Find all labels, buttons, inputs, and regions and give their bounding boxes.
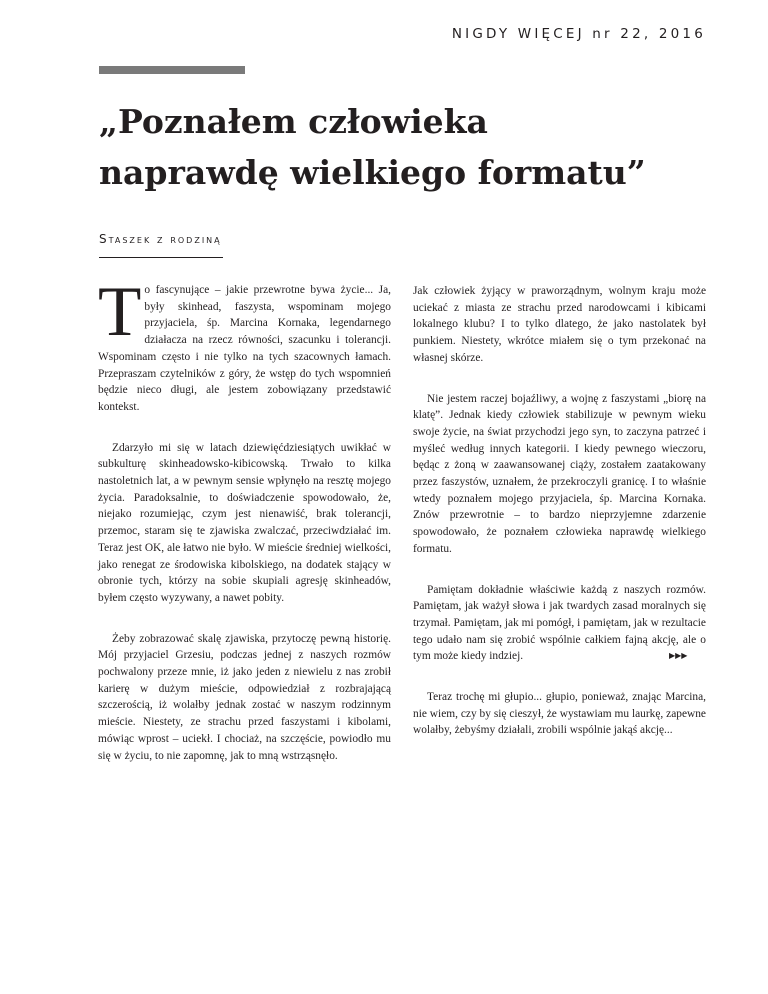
byline: Staszek z rodziną bbox=[99, 232, 222, 246]
paragraph-1 bbox=[98, 273, 391, 416]
running-header: NIGDY WIĘCEJ nr 22, 2016 bbox=[451, 26, 706, 42]
paragraph-7: Teraz trochę mi głupio... głupio, ponieważ, znając Marcina, nie wiem, czy by się cieszył, że wystawiam mu laurkę, zapewne wolałby, żebyśmy działali, zrobili wspólnie jakąś akcję... bbox=[413, 691, 706, 737]
paragraph-2: Zdarzyło mi się w latach dziewięćdziesiątych uwikłać w subkulturę skinheadowsko-kibicowską. Trwało to kilka nastoletnich lat, a w pewnym sensie wpłynęło na resztę mojego życia. Paradoksalnie, to doświadczenie spowodowało, że, niejako rozumiejąc, czym jest nienawiść, brak tolerancji, przemoc, staram się te zjawiska zwalczać, przeciwdziałać im. Teraz jest OK, ale łatwo nie było. W mieście średniej wielkości, jako renegat ze środowiska kibolskiego, na dodatek stający w obronie tych, którzy na sobie skupiali agresję skinheadów, byłem często wyzywany, a nawet pobity. bbox=[98, 441, 391, 604]
article-title bbox=[99, 96, 719, 198]
paragraph-5: Nie jestem raczej bojaźliwy, a wojnę z faszystami „biorę na klatę”. Jednak kiedy człowiek stabilizuje w pewnym wieku swoje życie, na świat przychodzi jego syn, to zaczyna patrzeć i myśleć według innych kategorii. I kiedy pewnego wieczoru, będąc z żoną w zaawansowanej ciąży, zostałem zaatakowany przez faszystów, uznałem, że przekroczyli granicę. I to właśnie wtedy poznałem mojego przyjaciela, śp. Marcina Kornaka. Znów przewrotnie – to bardzo nieprzyjemne zdarzenie spowodowało, że poznałem człowieka naprawdę wielkiego formatu. bbox=[413, 392, 706, 555]
right-column bbox=[413, 283, 706, 763]
paragraph-3: Żeby zobrazować skalę zjawiska, przytoczę pewną historię. Mój przyjaciel Grzesiu, podczas jednej z naszych rozmów pochwalony przeze mnie, iż jako jeden z niewielu z nas zrobił karierę w dużym mieście, odpowiedział z rozbrajającą szczerością, iż wolałby jednak zostać w naszym rodzinnym mieście. Niestety, ze strachu przed faszystami i kibolami, mówiąc wprost – uciekł. I chociaż, na szczęście, powiodło mu się w życiu, to nie zapomnę, jak to mną wstrząsnęło. bbox=[98, 632, 391, 762]
accent-bar bbox=[99, 66, 245, 74]
continue-arrows-icon: ▶▶▶ bbox=[669, 651, 688, 660]
article-title-line-2: naprawdę wielkiego formatu” bbox=[99, 153, 646, 192]
article-title-line-1: „Poznałem człowieka bbox=[99, 102, 488, 141]
drop-cap: T bbox=[98, 273, 142, 351]
paragraph-4: Jak człowiek żyjący w praworządnym, wolnym kraju może uciekać z miasta ze strachu przed narodowcami i kibicami lokalnego klubu? I to tylko dlatego, że jako nastolatek był punkiem. Niestety, wkrótce miałem się o tym przekonać na własnej skórze. bbox=[413, 285, 706, 364]
paragraph-6: Pamiętam dokładnie właściwie każdą z naszych rozmów. Pamiętam, jak ważył słowa i jak twardych zasad moralnych się trzymał. Pamiętam, jak mi pomógł, i pamiętam, jak w rezultacie tego udało nam się zrobić wspólnie całkiem fajną akcję, ale o tym może kiedy indziej. bbox=[413, 583, 706, 663]
left-column bbox=[98, 273, 391, 788]
byline-rule bbox=[99, 257, 223, 258]
paragraph-1-text: o fascynujące – jakie przewrotne bywa życie... Ja, były skinhead, faszysta, wspominam mojego przyjaciela, śp. Marcina Kornaka, legendarnego działacza na rzecz równości, szacunku i tolerancji. Wspominam często i nie tylko na tych szacownych łamach. Przepraszam czytelników z góry, że wstęp do tych wspomnień będzie nieco długi, ale jestem zobowiązany przedstawić kontekst. bbox=[98, 284, 391, 413]
